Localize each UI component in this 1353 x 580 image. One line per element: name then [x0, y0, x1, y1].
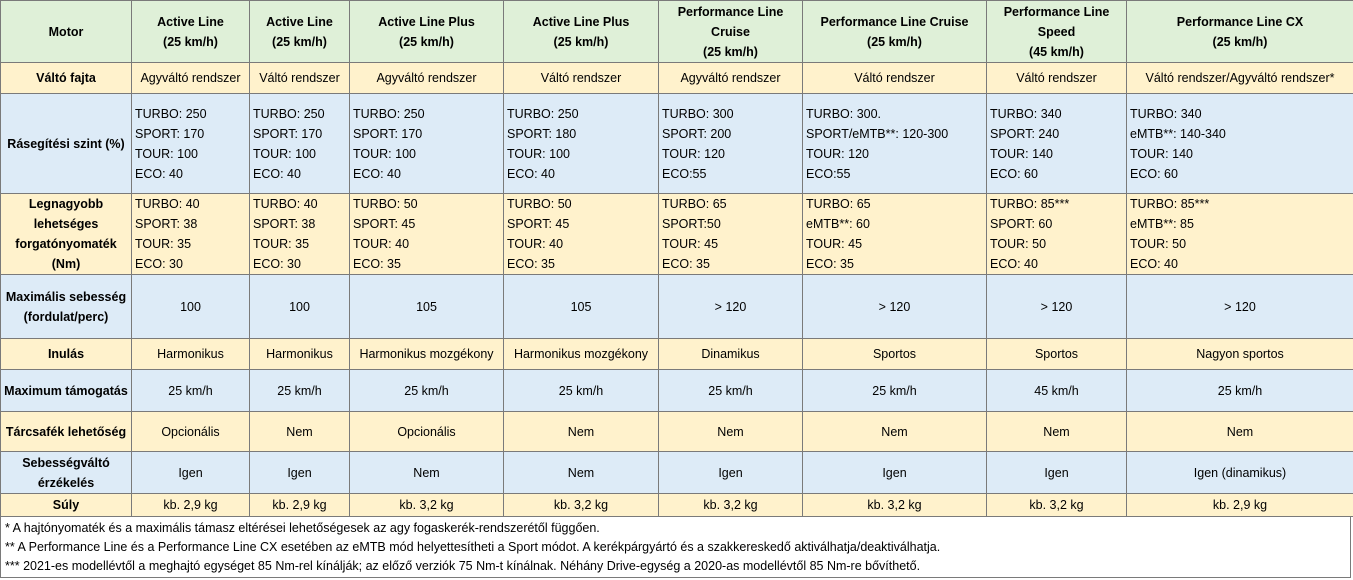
row-label: Súly: [1, 494, 132, 517]
model-header: [803, 1, 987, 63]
table-cell: Nem: [1127, 412, 1353, 452]
row-sebesseg: [1, 275, 1353, 339]
table-cell: kb. 2,9 kg: [1127, 494, 1353, 517]
row-inulas: [1, 339, 1353, 370]
row-label: Váltó fajta: [1, 63, 132, 94]
row-label: Legnagyobb lehetséges forgatónyomaték (Nm): [1, 194, 132, 275]
row-label: Sebességváltó érzékelés: [1, 452, 132, 494]
table-cell: 25 km/h: [132, 370, 250, 412]
table-cell: > 120: [803, 275, 987, 339]
table-cell: Agyváltó rendszer: [350, 63, 504, 94]
table-cell: Harmonikus mozgékony: [350, 339, 504, 370]
table-cell: kb. 2,9 kg: [250, 494, 350, 517]
motor-header: Motor: [1, 1, 132, 63]
row-tarcsafek: [1, 412, 1353, 452]
table-cell: kb. 3,2 kg: [350, 494, 504, 517]
table-cell: Váltó rendszer/Agyváltó rendszer*: [1127, 63, 1353, 94]
table-cell: Igen: [250, 452, 350, 494]
table-cell: Igen: [987, 452, 1127, 494]
table-cell: Nem: [987, 412, 1127, 452]
cell-text: TURBO: 50 SPORT: 45 TOUR: 40 ECO: 35: [507, 197, 572, 271]
model-header: [250, 1, 350, 63]
table-cell: Agyváltó rendszer: [132, 63, 250, 94]
table-cell: > 120: [987, 275, 1127, 339]
table-cell: [132, 94, 250, 194]
table-cell: Nem: [504, 452, 659, 494]
table-cell: [987, 94, 1127, 194]
table-cell: > 120: [1127, 275, 1353, 339]
table-cell: [350, 194, 504, 275]
cell-text: TURBO: 50 SPORT: 45 TOUR: 40 ECO: 35: [353, 197, 418, 271]
table-cell: 100: [132, 275, 250, 339]
row-label: Maximum támogatás: [1, 370, 132, 412]
table-cell: 25 km/h: [1127, 370, 1353, 412]
table-cell: Harmonikus: [132, 339, 250, 370]
table-cell: [504, 94, 659, 194]
table-cell: 105: [504, 275, 659, 339]
footnotes: [0, 517, 1351, 578]
cell-text: TURBO: 65 eMTB**: 60 TOUR: 45 ECO: 35: [806, 197, 871, 271]
table-cell: Nem: [803, 412, 987, 452]
table-cell: [803, 194, 987, 275]
row-valto: [1, 63, 1353, 94]
model-header: [659, 1, 803, 63]
table-cell: 105: [350, 275, 504, 339]
model-header-text: Active Line (25 km/h): [157, 14, 224, 49]
footnote-2: ** A Performance Line és a Performance Line CX esetében az eMTB mód helyettesítheti a Sport módot. A kerékpárgyártó és a szakkereskedő aktiválhatja/deaktiválhatja.: [5, 540, 941, 554]
table-cell: 25 km/h: [803, 370, 987, 412]
cell-text: TURBO: 250 SPORT: 170 TOUR: 100 ECO: 40: [135, 106, 207, 181]
table-cell: Váltó rendszer: [803, 63, 987, 94]
cell-text: TURBO: 300 SPORT: 200 TOUR: 120 ECO:55: [662, 106, 734, 181]
table-cell: Nem: [659, 412, 803, 452]
row-tamogatas: [1, 370, 1353, 412]
row-rasegites: [1, 94, 1353, 194]
model-header-text: Active Line Plus (25 km/h): [532, 14, 630, 49]
table-cell: [250, 94, 350, 194]
table-cell: kb. 3,2 kg: [659, 494, 803, 517]
model-header-text: Performance Line Speed (45 km/h): [1003, 4, 1110, 59]
table-cell: Igen (dinamikus): [1127, 452, 1353, 494]
table-cell: [987, 194, 1127, 275]
row-label: Maximális sebesség (fordulat/perc): [1, 275, 132, 339]
table-cell: 45 km/h: [987, 370, 1127, 412]
model-header-text: Performance Line CX (25 km/h): [1176, 14, 1304, 49]
table-cell: Igen: [132, 452, 250, 494]
cell-text: TURBO: 40 SPORT: 38 TOUR: 35 ECO: 30: [253, 197, 318, 271]
table-cell: Harmonikus mozgékony: [504, 339, 659, 370]
table-cell: [132, 194, 250, 275]
cell-text: TURBO: 250 SPORT: 170 TOUR: 100 ECO: 40: [253, 106, 325, 181]
row-nyomatek: [1, 194, 1353, 275]
footnote-3: *** 2021-es modellévtől a meghajtó egységet 85 Nm-rel kínálják; az előző verziók 75 Nm-t kínálnak. Néhány Drive-egység a 2020-as modellévtől 85 Nm-re bővíthető.: [5, 559, 921, 573]
row-erzekeles: [1, 452, 1353, 494]
model-header: [987, 1, 1127, 63]
row-label: Tárcsafék lehetőség: [1, 412, 132, 452]
table-cell: kb. 2,9 kg: [132, 494, 250, 517]
table-cell: Váltó rendszer: [504, 63, 659, 94]
table-cell: Agyváltó rendszer: [659, 63, 803, 94]
table-cell: [1127, 194, 1353, 275]
cell-text: TURBO: 250 SPORT: 170 TOUR: 100 ECO: 40: [353, 106, 425, 181]
table-cell: 25 km/h: [504, 370, 659, 412]
row-label: Rásegítési szint (%): [1, 94, 132, 194]
cell-text: TURBO: 40 SPORT: 38 TOUR: 35 ECO: 30: [135, 197, 200, 271]
table-cell: Nagyon sportos: [1127, 339, 1353, 370]
cell-text: TURBO: 340 SPORT: 240 TOUR: 140 ECO: 60: [990, 106, 1062, 181]
table-cell: 25 km/h: [250, 370, 350, 412]
table-cell: [803, 94, 987, 194]
table-cell: Váltó rendszer: [987, 63, 1127, 94]
table-cell: [659, 194, 803, 275]
model-header: [504, 1, 659, 63]
model-header-text: Performance Line Cruise (25 km/h): [677, 4, 784, 59]
table-cell: 25 km/h: [659, 370, 803, 412]
table-cell: Nem: [504, 412, 659, 452]
table-cell: Nem: [350, 452, 504, 494]
header-row: [1, 1, 1353, 63]
table-cell: Sportos: [987, 339, 1127, 370]
table-cell: [659, 94, 803, 194]
model-header-text: Active Line Plus (25 km/h): [378, 14, 475, 49]
row-suly: [1, 494, 1353, 517]
table-cell: kb. 3,2 kg: [504, 494, 659, 517]
model-header: [132, 1, 250, 63]
table-cell: Sportos: [803, 339, 987, 370]
cell-text: TURBO: 340 eMTB**: 140-340 TOUR: 140 ECO: 60: [1130, 106, 1226, 181]
cell-text: TURBO: 85*** SPORT: 60 TOUR: 50 ECO: 40: [990, 197, 1070, 271]
model-header: [1127, 1, 1353, 63]
table-cell: kb. 3,2 kg: [987, 494, 1127, 517]
table-cell: Nem: [250, 412, 350, 452]
table-cell: [1127, 94, 1353, 194]
table-cell: 100: [250, 275, 350, 339]
table-cell: > 120: [659, 275, 803, 339]
cell-text: TURBO: 85*** eMTB**: 85 TOUR: 50 ECO: 40: [1130, 197, 1210, 271]
row-label: Inulás: [1, 339, 132, 370]
table-cell: Opcionális: [132, 412, 250, 452]
table-cell: Opcionális: [350, 412, 504, 452]
table-cell: [250, 194, 350, 275]
table-cell: Dinamikus: [659, 339, 803, 370]
model-header-text: Active Line (25 km/h): [266, 14, 333, 49]
table-cell: Igen: [803, 452, 987, 494]
table-cell: Váltó rendszer: [250, 63, 350, 94]
table-cell: 25 km/h: [350, 370, 504, 412]
table-cell: kb. 3,2 kg: [803, 494, 987, 517]
model-header-text: Performance Line Cruise (25 km/h): [820, 14, 969, 49]
table-cell: Harmonikus: [250, 339, 350, 370]
table-cell: Igen: [659, 452, 803, 494]
cell-text: TURBO: 250 SPORT: 180 TOUR: 100 ECO: 40: [507, 106, 579, 181]
cell-text: TURBO: 65 SPORT:50 TOUR: 45 ECO: 35: [662, 197, 727, 271]
footnote-1: * A hajtónyomaték és a maximális támasz eltérései lehetőségesek az agy fogaskerék-rendszerétől függően.: [5, 521, 600, 535]
model-header: [350, 1, 504, 63]
table-cell: [504, 194, 659, 275]
cell-text: TURBO: 300. SPORT/eMTB**: 120-300 TOUR: 120 ECO:55: [806, 106, 949, 181]
table-cell: [350, 94, 504, 194]
